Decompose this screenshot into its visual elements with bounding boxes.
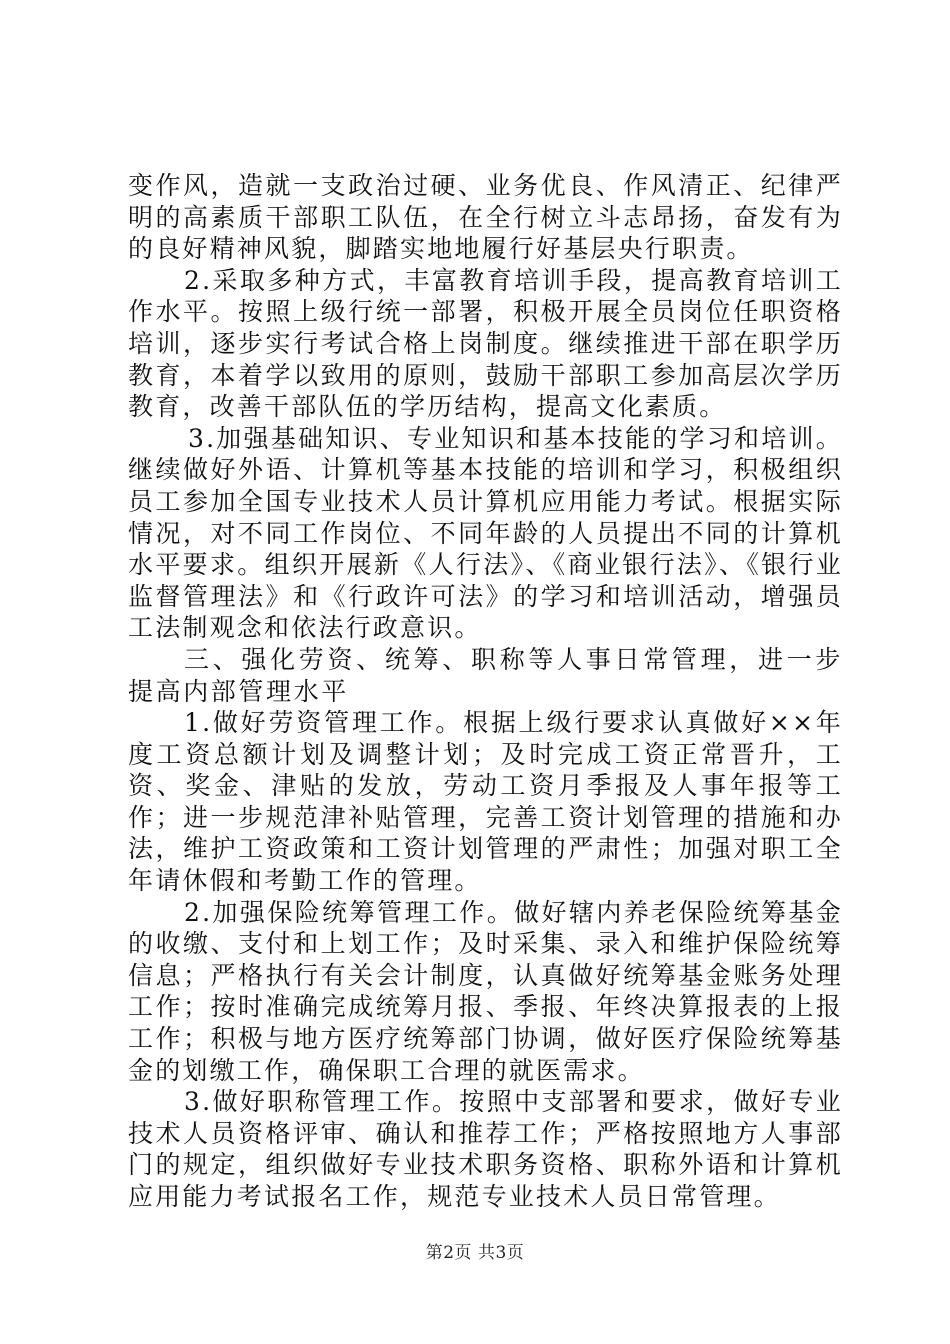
- document-body: [128, 170, 843, 1213]
- paragraph-continuation: 变作风，造就一支政治过硬、业务优良、作风清正、纪律严明的高素质干部职工队伍，在全行树立斗志昂扬，奋发有为的良好精神风貌，脚踏实地地履行好基层央行职责。: [128, 171, 843, 264]
- paragraph-subitem-2: 2.加强保险统筹管理工作。做好辖内养老保险统筹基金的收缴、支付和上划工作；及时采集、录入和维护保险统筹信息；严格执行有关会计制度，认真做好统筹基金账务处理工作；按时准确完成统筹月报、季报、年终决算报表的上报工作；积极与地方医疗统筹部门协调，做好医疗保险统筹基金的划缴工作，确保职工合理的就医需求。: [128, 897, 843, 1085]
- paragraph-item-2: 2.采取多种方式，丰富教育培训手段，提高教育培训工作水平。按照上级行统一部署，积极开展全员岗位任职资格培训，逐步实行考试合格上岗制度。继续推进干部在职学历教育，本着学以致用的原则，鼓励干部职工参加高层次学历教育，改善干部队伍的学历结构，提高文化素质。: [128, 265, 843, 422]
- section-heading-3: 三、强化劳资、统筹、职称等人事日常管理，进一步提高内部管理水平: [128, 644, 843, 706]
- paragraph-subitem-1: 1.做好劳资管理工作。根据上级行要求认真做好××年度工资总额计划及调整计划；及时完成工资正常晋升，工资、奖金、津贴的发放，劳动工资月季报及人事年报等工作；进一步规范津补贴管理，完善工资计划管理的措施和办法，维护工资政策和工资计划管理的严肃性；加强对职工全年请休假和考勤工作的管理。: [128, 708, 843, 896]
- paragraph-subitem-3: 3.做好职称管理工作。按照中支部署和要求，做好专业技术人员资格评审、确认和推荐工作；严格按照地方人事部门的规定，组织做好专业技术职务资格、职称外语和计算机应用能力考试报名工作，规范专业技术人员日常管理。: [128, 1087, 843, 1211]
- paragraph-item-3: 3.加强基础知识、专业知识和基本技能的学习和培训。继续做好外语、计算机等基本技能的培训和学习，积极组织员工参加全国专业技术人员计算机应用能力考试。根据实际情况，对不同工作岗位、不同年龄的人员提出不同的计算机水平要求。组织开展新《人行法》、《商业银行法》、《银行业监督管理法》和《行政许可法》的学习和培训活动，增强员工法制观念和依法行政意识。: [128, 423, 843, 643]
- page-footer: 第2页 共3页: [425, 1243, 525, 1263]
